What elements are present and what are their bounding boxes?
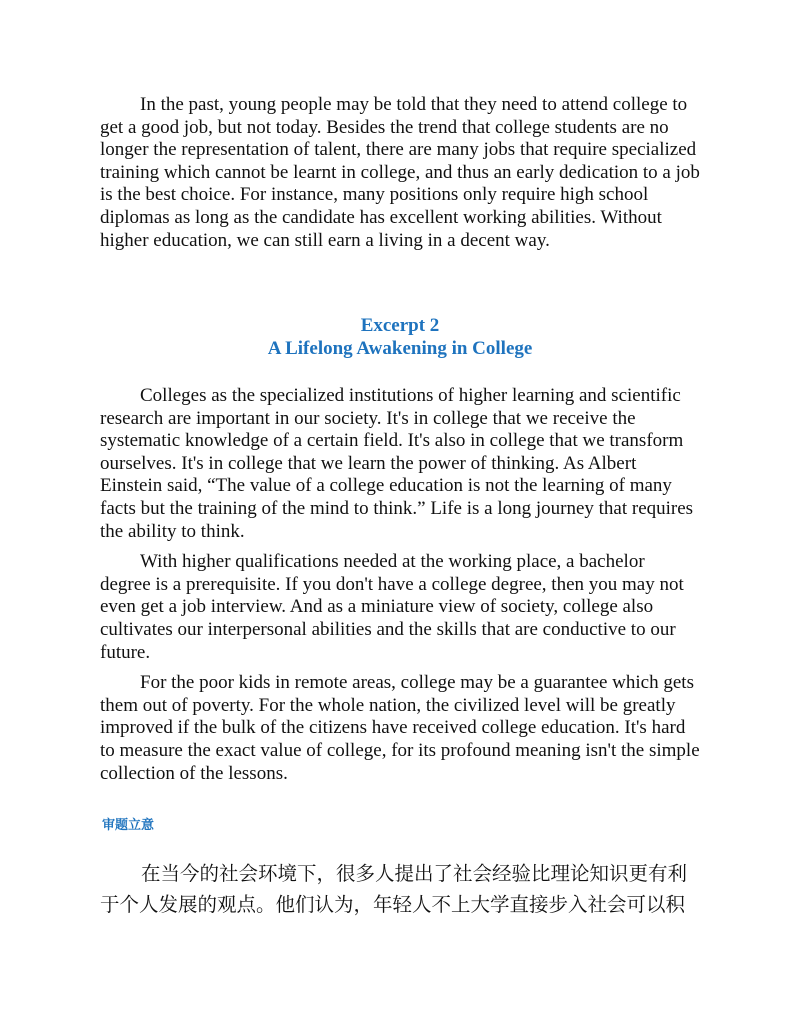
excerpt-title: A Lifelong Awakening in College [267, 338, 533, 359]
excerpt-paragraph: With higher qualifications needed at the working place, a bachelor degree is a prerequisite. If you don't have a college degree, then you may not even get a job interview. And as a miniature view of society, college also cultivates our interpersonal abilities and the skills that are conductive to our future. [100, 551, 684, 663]
excerpt-heading [100, 314, 700, 360]
excerpt-paragraph: For the poor kids in remote areas, college may be a guarantee which gets them out of poverty. For the whole nation, the civilized level will be greatly improved if the bulk of the citizens have received college education. It's hard to measure the exact value of college, for its profound meaning isn't the simple collection of the lessons. [100, 672, 700, 784]
section-label: 审题立意 [102, 818, 155, 833]
chinese-paragraph: 在当今的社会环境下，很多人提出了社会经验比理论知识更有利于个人发展的观点。他们认为，年轻人不上大学直接步入社会可以积 [100, 862, 688, 916]
intro-paragraph: In the past, young people may be told that they need to attend college to get a good job, but not today. Besides the trend that college students are no longer the representation of talent, there are many jobs that require specialized training which cannot be learnt in college, and thus an early dedication to a job is the best choice. For instance, many positions only require high school diplomas as long as the candidate has excellent working abilities. Without higher education, we can still earn a living in a decent way. [100, 94, 700, 251]
intro-paragraph-block [100, 94, 700, 252]
excerpt-label: Excerpt 2 [360, 315, 440, 336]
chinese-paragraph-block [100, 858, 700, 920]
excerpt-paragraph: Colleges as the specialized institutions of higher learning and scientific research are important in our society. It's in college that we receive the systematic knowledge of a certain field. It's also in college that we transform ourselves. It's in college that we learn the power of thinking. As Albert Einstein said, “The value of a college education is not the learning of many facts but the training of the mind to think.” Life is a long journey that requires the ability to think. [100, 385, 694, 542]
excerpt-body [100, 385, 700, 785]
